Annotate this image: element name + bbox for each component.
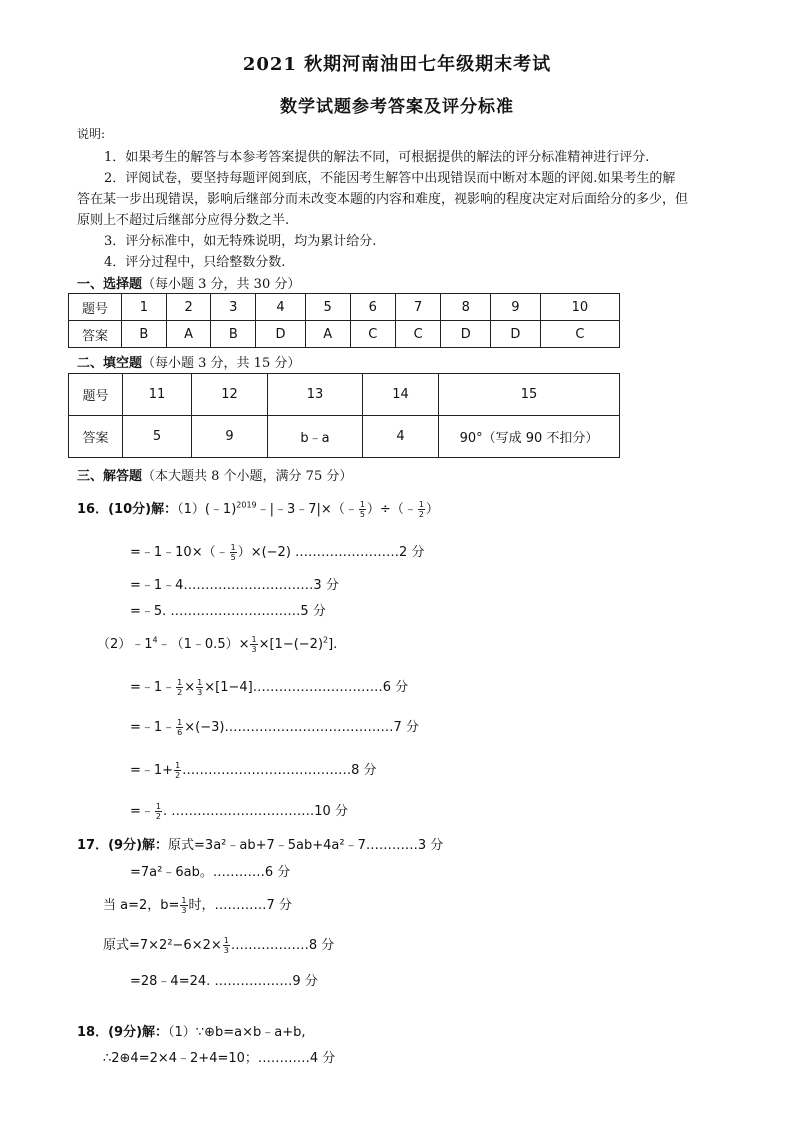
q18-line-2: ∴2⊕4=2×4﹣2+4=10；…………4 分	[103, 1051, 336, 1066]
expr-part: =﹣1﹣	[130, 680, 176, 695]
section-3-desc: （本大题共 8 个小题，满分 75 分）	[142, 469, 353, 484]
table-cell: 7	[395, 294, 440, 321]
denominator: 2	[418, 510, 424, 519]
expr-part: （1）(﹣1)	[177, 502, 237, 517]
q16-step-6	[130, 759, 377, 780]
q18-line-1	[77, 1021, 305, 1040]
table-cell: 答案	[69, 416, 123, 458]
exam-title: 2021 秋期河南油田七年级期末考试	[242, 54, 552, 75]
fraction	[176, 718, 183, 737]
numerator: 1	[359, 500, 365, 509]
table-cell: D	[491, 321, 541, 348]
numerator: 1	[230, 543, 236, 552]
section-1-desc: （每小题 3 分，共 30 分）	[142, 277, 301, 292]
numerator: 1	[223, 936, 229, 945]
table-cell: 13	[268, 374, 363, 416]
table-cell: 9	[192, 416, 268, 458]
table-cell: 5	[305, 294, 350, 321]
denominator: 2	[175, 771, 181, 780]
section-2-name: 二、填空题	[77, 356, 143, 371]
exponent: 2	[323, 635, 329, 645]
table-cell: b﹣a	[268, 416, 363, 458]
note-4: 4．评分过程中，只给整数分数.	[104, 255, 286, 270]
table-cell: C	[350, 321, 395, 348]
table-cell: 10	[540, 294, 619, 321]
fraction	[230, 543, 237, 562]
table-cell: 3	[211, 294, 256, 321]
q17-line-3	[103, 894, 292, 915]
fraction	[155, 802, 162, 821]
expr-part: =﹣1﹣	[130, 720, 176, 735]
numerator: 1	[177, 718, 183, 727]
expr-part: 时，…………7 分	[188, 898, 292, 913]
table-cell: 90°（写成 90 不扣分）	[439, 416, 620, 458]
expr-part: ].	[328, 637, 338, 652]
expr-part: ………………8 分	[230, 938, 335, 953]
table-cell: D	[256, 321, 306, 348]
denominator: 3	[181, 906, 187, 915]
section-2-heading	[77, 352, 300, 371]
expr-part: ）	[425, 502, 439, 517]
q16-step-1	[130, 541, 424, 562]
table-cell: 12	[192, 374, 268, 416]
table-cell: 4	[363, 416, 439, 458]
table-cell: 15	[439, 374, 620, 416]
expr-part: 原式=3a²﹣ab+7﹣5ab+4a²﹣7…………3 分	[168, 838, 444, 853]
q16-step-4	[130, 676, 408, 697]
denominator: 3	[251, 645, 257, 654]
section-1-name: 一、选择题	[77, 277, 143, 292]
expr-part: （1）∵⊕b=a×b﹣a+b,	[168, 1025, 306, 1040]
choice-answer-table	[68, 293, 620, 348]
denominator: 3	[197, 688, 203, 697]
table-row	[69, 416, 620, 458]
table-row	[69, 321, 620, 348]
table-cell: 题号	[69, 294, 122, 321]
q16-step-5	[130, 716, 419, 737]
fraction	[359, 500, 366, 519]
expr-part: ）÷（﹣	[366, 502, 417, 517]
denominator: 5	[230, 553, 236, 562]
table-cell: 1	[122, 294, 167, 321]
section-1-heading	[77, 273, 300, 292]
denominator: 6	[177, 728, 183, 737]
numerator: 1	[177, 678, 183, 687]
section-3-name: 三、解答题	[77, 469, 143, 484]
table-cell: A	[305, 321, 350, 348]
q16-problem-1	[77, 498, 439, 519]
denominator: 5	[359, 510, 365, 519]
table-cell: A	[166, 321, 211, 348]
q17-heading: 17．(9分)解：	[77, 838, 169, 853]
expr-part: …………………………………8 分	[182, 763, 377, 778]
expr-part: =﹣1+	[130, 763, 174, 778]
expr-part: 当 a=2，b=	[103, 898, 180, 913]
q17-line-4	[103, 934, 334, 955]
table-cell: 11	[123, 374, 192, 416]
document-subtitle: 数学试题参考答案及评分标准	[280, 97, 514, 117]
expr-part: =﹣1﹣10×（﹣	[130, 545, 229, 560]
notes-label: 说明:	[77, 127, 106, 141]
table-row	[69, 374, 620, 416]
fill-blank-answer-table	[68, 373, 620, 458]
numerator: 1	[175, 761, 181, 770]
exponent: 4	[152, 635, 158, 645]
table-cell: B	[122, 321, 167, 348]
table-cell: 14	[363, 374, 439, 416]
expr-part: =﹣	[130, 804, 154, 819]
q16-step-3: =﹣5. …………………………5 分	[130, 604, 326, 619]
table-cell: B	[211, 321, 256, 348]
table-row	[69, 294, 620, 321]
table-cell: 4	[256, 294, 306, 321]
q16-problem-2	[97, 633, 337, 654]
table-cell: D	[441, 321, 491, 348]
exponent: 2019	[236, 500, 257, 510]
q16-step-2: =﹣1﹣4…………………………3 分	[130, 578, 339, 593]
denominator: 2	[155, 812, 161, 821]
denominator: 3	[223, 946, 229, 955]
q18-heading: 18．(9分)解：	[77, 1025, 169, 1040]
note-2-line-1: 2．评阅试卷，要坚持每题评阅到底，不能因考生解答中出现错误而中断对本题的评阅.如果考生的解	[104, 171, 676, 186]
expr-part: ×[1−4]…………………………6 分	[204, 680, 409, 695]
fraction	[418, 500, 425, 519]
q16-heading: 16．(10分)解：	[77, 502, 178, 517]
expr-part: ×	[184, 680, 196, 695]
fraction	[180, 896, 187, 915]
note-2-line-3: 原则上不超过后继部分应得分数之半.	[77, 213, 290, 228]
q17-line-2: =7a²﹣6ab。…………6 分	[130, 865, 291, 880]
expr-part: （2）﹣1	[97, 637, 153, 652]
expr-part: ）×(−2) ……………………2 分	[237, 545, 425, 560]
fraction	[223, 936, 230, 955]
expr-part: ×[1−(−2)	[258, 637, 324, 652]
table-cell: 6	[350, 294, 395, 321]
q17-line-5: =28﹣4=24. ………………9 分	[130, 974, 318, 989]
fraction	[196, 678, 203, 697]
fraction	[174, 761, 181, 780]
table-cell: C	[540, 321, 619, 348]
expr-part: ﹣|﹣3﹣7|×（﹣	[256, 502, 358, 517]
table-cell: 答案	[69, 321, 122, 348]
table-cell: 2	[166, 294, 211, 321]
note-3: 3．评分标准中，如无特殊说明，均为累计给分.	[104, 234, 377, 249]
q16-step-7	[130, 800, 348, 821]
note-1: 1．如果考生的解答与本参考答案提供的解法不同，可根据提供的解法的评分标准精神进行评分.	[104, 150, 650, 165]
denominator: 2	[177, 688, 183, 697]
expr-part: ﹣（1﹣0.5）×	[157, 637, 250, 652]
table-cell: 5	[123, 416, 192, 458]
expr-part: 原式=7×2²−6×2×	[103, 938, 222, 953]
fraction	[250, 635, 257, 654]
numerator: 1	[181, 896, 187, 905]
numerator: 1	[251, 635, 257, 644]
numerator: 1	[155, 802, 161, 811]
table-cell: 8	[441, 294, 491, 321]
table-cell: 题号	[69, 374, 123, 416]
numerator: 1	[197, 678, 203, 687]
section-3-heading	[77, 465, 352, 484]
note-2-line-2: 答在某一步出现错误，影响后继部分而未改变本题的内容和难度，视影响的程度决定对后面给分的多少，但	[77, 192, 689, 207]
numerator: 1	[418, 500, 424, 509]
section-2-desc: （每小题 3 分，共 15 分）	[142, 356, 301, 371]
expr-part: . ……………………………10 分	[163, 804, 348, 819]
q17-line-1	[77, 834, 443, 853]
table-cell: C	[395, 321, 440, 348]
expr-part: ×(−3)…………………………………7 分	[184, 720, 419, 735]
fraction	[176, 678, 183, 697]
table-cell: 9	[491, 294, 541, 321]
